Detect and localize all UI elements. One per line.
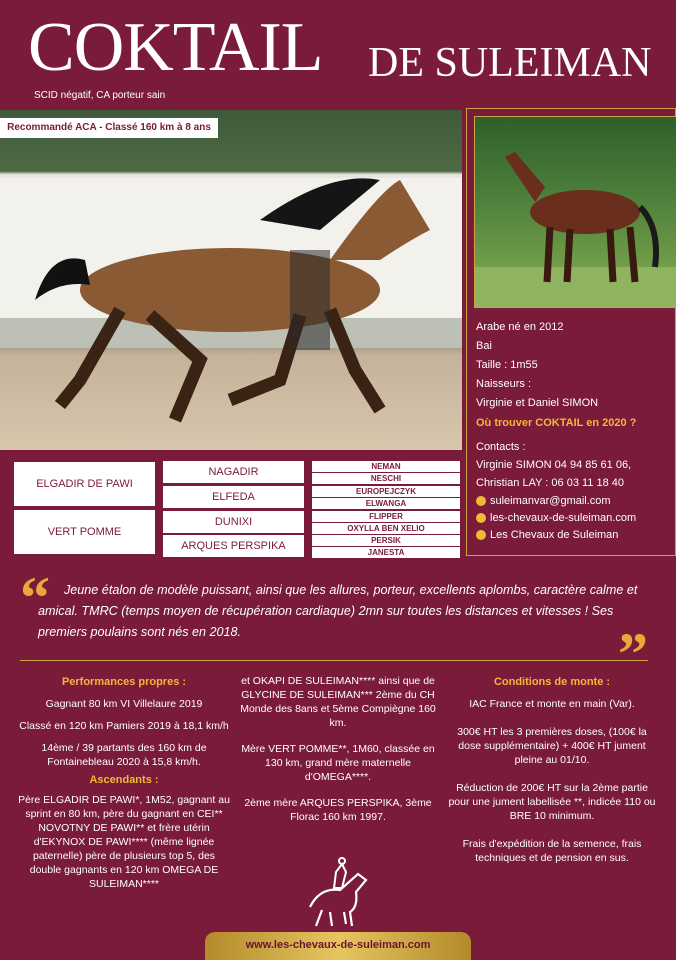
- main-horse-photo: [0, 110, 462, 450]
- conditions-column: [446, 675, 658, 873]
- conditions-item: Réduction de 200€ HT sur la 2ème partie pour une jument labellisée **, indicée 110 ou BRE 10 minimum.: [448, 782, 656, 822]
- pedigree-grandparent: DUNIXI: [163, 511, 304, 533]
- pedigree-great-grandparent: OXYLLA BEN XELIO: [312, 523, 460, 534]
- close-quote-icon: ”: [618, 621, 648, 687]
- horse-info: [476, 320, 636, 542]
- pedigree-grandparent: NAGADIR: [163, 461, 304, 483]
- open-quote-icon: “: [20, 565, 50, 631]
- info-line: Virginie et Daniel SIMON: [476, 397, 599, 409]
- footer-website-link[interactable]: www.les-chevaux-de-suleiman.com: [205, 932, 471, 960]
- contacts-label: Contacts :: [476, 441, 526, 453]
- horse-name-suffix: DE SULEIMAN: [368, 40, 652, 86]
- pedigree-grandparent: ARQUES PERSPIKA: [163, 535, 304, 557]
- info-line: Taille : 1m55: [476, 359, 538, 371]
- ascendants-column-continued: [240, 674, 436, 832]
- phone-virginie: Virginie SIMON 04 94 85 61 06,: [476, 459, 632, 471]
- facebook-row: [476, 528, 636, 542]
- pedigree-great-grandparent: JANESTA: [312, 547, 460, 558]
- info-line: Bai: [476, 340, 492, 352]
- performance-item: Classé en 120 km Pamiers 2019 à 18,1 km/h: [19, 720, 229, 732]
- health-note: SCID négatif, CA porteur sain: [34, 90, 166, 101]
- pedigree-dam: VERT POMME: [14, 510, 155, 554]
- pedigree-great-grandparent: ELWANGA: [312, 498, 460, 509]
- find-title: Où trouver COKTAIL en 2020 ?: [476, 417, 637, 429]
- web-row: [476, 511, 636, 525]
- conditions-item: Frais d'expédition de la semence, frais techniques et de pension en sus.: [462, 838, 642, 864]
- description-quote: Jeune étalon de modèle puissant, ainsi que les allures, porteur, excellents aplombs, caractère calme et amical. TMRC (temps moyen de récupération cardiaque) 2mn sur toutes les distances et vitesses ! Ses premiers poulains sont nés en 2018.: [38, 583, 638, 639]
- dam-text: Mère VERT POMME**, 1M60, classée en 130 km, grand mère maternelle d'OMEGA****.: [241, 743, 435, 783]
- ascendants-title: Ascendants :: [89, 774, 159, 786]
- info-line: Naisseurs :: [476, 378, 532, 390]
- performances-column: [18, 675, 230, 899]
- email-row: [476, 494, 636, 508]
- second-dam-text: 2ème mère ARQUES PERSPIKA, 3ème Florac 160 km 1997.: [244, 797, 432, 823]
- performance-item: Gagnant 80 km VI Villelaure 2019: [45, 698, 203, 710]
- standing-horse-photo: [474, 116, 676, 308]
- recommendation-badge: Recommandé ACA - Classé 160 km à 8 ans: [0, 118, 218, 138]
- info-line: Arabe né en 2012: [476, 321, 564, 333]
- globe-icon: [476, 513, 486, 523]
- conditions-item: 300€ HT les 3 premières doses, (100€ la dose supplémentaire) + 400€ HT jument pleine au 01/10.: [457, 726, 647, 766]
- email-icon: [476, 496, 486, 506]
- horse-name-title: COKTAIL: [28, 9, 323, 86]
- facebook-icon: [476, 530, 486, 540]
- email-link[interactable]: suleimanvar@gmail.com: [490, 495, 611, 507]
- rider-logo: [300, 852, 376, 933]
- rider-horse-icon: [300, 852, 376, 928]
- performances-title: Performances propres :: [61, 676, 187, 688]
- facebook-link[interactable]: Les Chevaux de Suleiman: [490, 529, 619, 541]
- pedigree-great-grandparent: PERSIK: [312, 535, 460, 546]
- conditions-item: IAC France et monte en main (Var).: [469, 698, 635, 710]
- standing-horse-illustration: [475, 117, 676, 307]
- pedigree-great-grandparent: EUROPEJCZYK: [312, 486, 460, 497]
- ascendants-text: Père ELGADIR DE PAWI*, 1M52, gagnant au sprint en 80 km, père du gagnant en CEI** NOVOTNY DE PAWI** et frère utérin d'EKYNOX DE PAWI**** (même lignée paternelle) père de plusieurs top 5, des double gagnants en 120 km OMEGA DE SULEIMAN****: [18, 794, 230, 890]
- performance-item: 14ème / 39 partants des 160 km de Fontainebleau 2020 à 15,8 km/h.: [41, 742, 207, 768]
- pedigree-great-grandparent: NESCHI: [312, 473, 460, 484]
- trotting-horse-illustration: [0, 110, 462, 450]
- phone-christian: Christian LAY : 06 03 11 18 40: [476, 477, 624, 489]
- pedigree-sire: ELGADIR DE PAWI: [14, 462, 155, 506]
- pedigree-great-grandparent: NEMAN: [312, 461, 460, 472]
- ascendants-continued: et OKAPI DE SULEIMAN**** ainsi que de GLYCINE DE SULEIMAN*** 2ème du CH Monde des 8ans et 5ème Compiègne 160 km.: [240, 675, 436, 729]
- pedigree-grandparent: ELFEDA: [163, 486, 304, 508]
- conditions-title: Conditions de monte :: [493, 676, 611, 688]
- website-link[interactable]: les-chevaux-de-suleiman.com: [490, 512, 637, 524]
- pedigree-great-grandparent: FLIPPER: [312, 511, 460, 522]
